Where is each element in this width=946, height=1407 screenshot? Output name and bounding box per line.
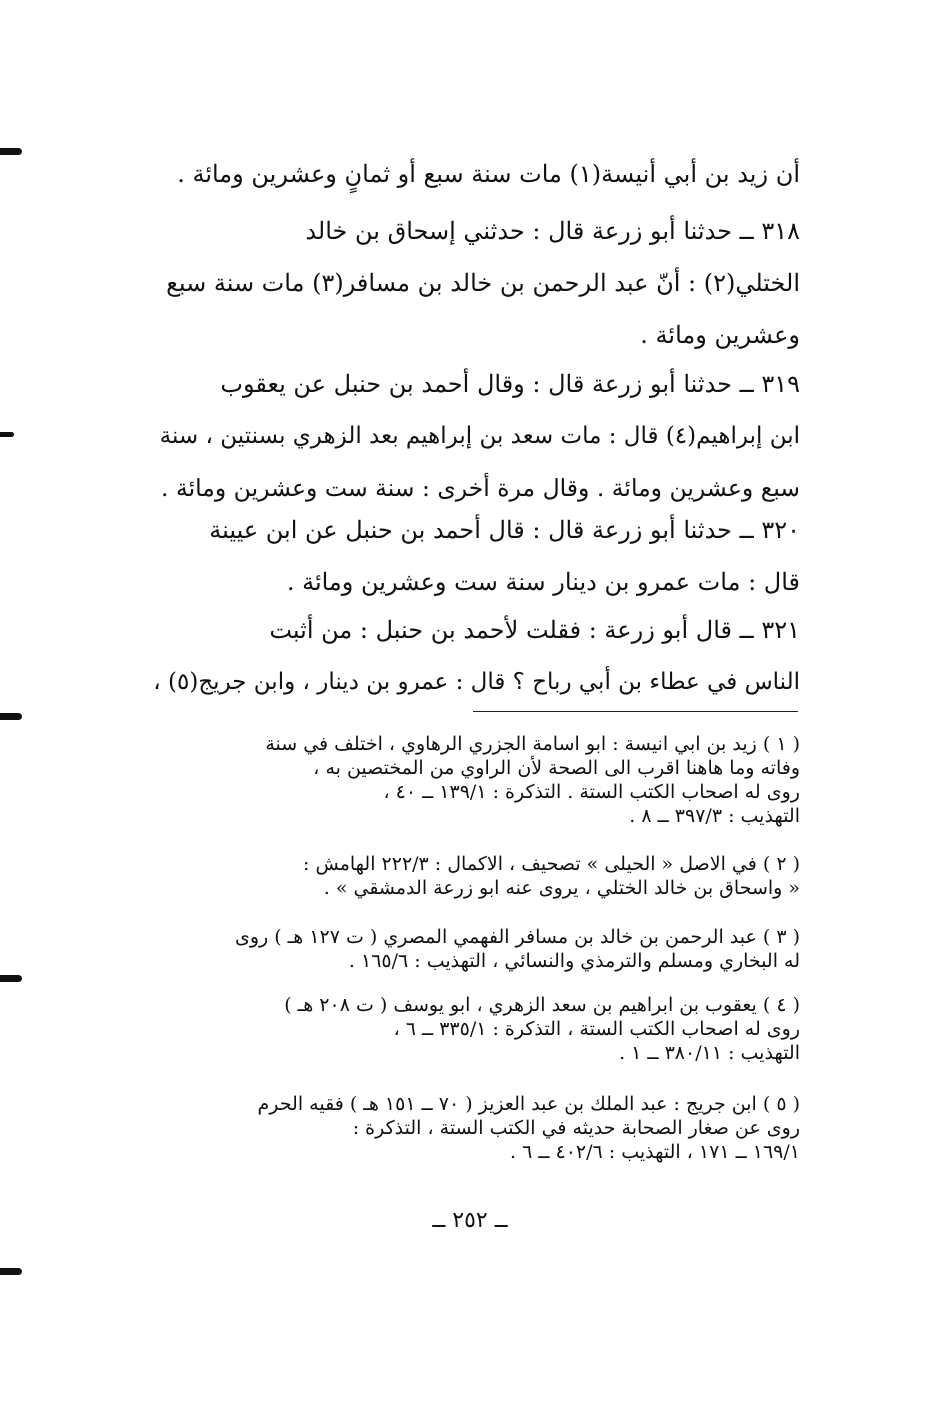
paragraph-319	[150, 358, 800, 514]
text-line: ٣٢٠ ــ حدثنا أبو زرعة قال : قال أحمد بن حنبل عن ابن عيينة	[209, 516, 800, 544]
footnote-line: التهذيب : ٣٨٠/١١ ــ ١ .	[619, 1042, 800, 1064]
text-line: أن زيد بن أبي أنيسة(١) مات سنة سبع أو ثمانٍ وعشرين ومائة .	[177, 160, 800, 188]
footnote-line: ١٦٩/١ ــ ١٧١ ، التهذيب : ٤٠٢/٦ ــ ٦ .	[509, 1141, 800, 1163]
footnote-divider	[473, 711, 798, 712]
text-line: وعشرين ومائة .	[640, 321, 800, 349]
footnote-1	[150, 732, 800, 828]
footnote-line: التهذيب : ٣٩٧/٣ ــ ٨ .	[629, 805, 800, 827]
page-number: ــ ٢٥٢ ــ	[432, 1208, 508, 1233]
text-line: سبع وعشرين ومائة . وقال مرة أخرى : سنة ست وعشرين ومائة .	[161, 474, 800, 502]
margin-mark	[0, 975, 22, 982]
margin-mark	[0, 713, 22, 720]
paragraph-321	[150, 604, 800, 708]
text-line: ٣١٩ ــ حدثنا أبو زرعة قال : وقال أحمد بن حنبل عن يعقوب	[220, 370, 800, 398]
text-line: ٣١٨ ــ حدثنا أبو زرعة قال : حدثني إسحاق بن خالد	[305, 217, 800, 245]
text-line: الناس في عطاء بن أبي رباح ؟ قال : عمرو بن دينار ، وابن جريج(٥) ،	[153, 669, 800, 695]
margin-mark	[0, 1268, 22, 1275]
paragraph-320	[150, 504, 800, 608]
footnote-4	[150, 993, 800, 1065]
footnote-line: ( ١ ) زيد بن ابي انيسة : ابو اسامة الجزري الرهاوي ، اختلف في سنة	[265, 733, 800, 755]
text-line: الختلي(٢) : أنّ عبد الرحمن بن خالد بن مسافر(٣) مات سنة سبع	[166, 269, 800, 297]
footnote-line: ( ٤ ) يعقوب بن ابراهيم بن سعد الزهري ، ابو يوسف ( ت ٢٠٨ هـ )	[284, 994, 800, 1016]
footnote-5	[150, 1092, 800, 1164]
margin-mark	[0, 432, 14, 437]
footnote-line: روى له اصحاب الكتب الستة ، التذكرة : ٣٣٥/١ ــ ٦ ،	[393, 1018, 800, 1040]
footnote-line: روى له اصحاب الكتب الستة . التذكرة : ١٣٩/١ ــ ٤٠ ،	[383, 781, 800, 803]
footnote-line: روى عن صغار الصحابة حديثه في الكتب الستة ، التذكرة :	[352, 1117, 800, 1139]
footnote-line: ( ٣ ) عبد الرحمن بن خالد بن مسافر الفهمي المصري ( ت ١٢٧ هـ ) روى	[234, 926, 800, 948]
footnote-line: له البخاري ومسلم والترمذي والنسائي ، التهذيب : ١٦٥/٦ .	[348, 950, 800, 972]
paragraph-318	[150, 205, 800, 361]
text-line: ٣٢١ ــ قال أبو زرعة : فقلت لأحمد بن حنبل : من أثبت	[269, 616, 800, 644]
text-line: ابن إبراهيم(٤) قال : مات سعد بن إبراهيم بعد الزهري بسنتين ، سنة	[159, 423, 800, 449]
paragraph-continuation	[150, 148, 800, 200]
margin-mark	[0, 148, 22, 155]
footnote-line: وفاته وما هاهنا اقرب الى الصحة لأن الراوي من المختصين به ،	[313, 757, 800, 779]
footnote-line: ( ٢ ) في الاصل « الحيلى » تصحيف ، الاكمال : ٢٢٢/٣ الهامش :	[303, 853, 800, 875]
footnote-2	[150, 852, 800, 900]
footnote-line: « واسحاق بن خالد الختلي ، يروى عنه ابو زرعة الدمشقي » .	[323, 877, 800, 899]
footnote-line: ( ٥ ) ابن جريج : عبد الملك بن عبد العزيز ( ٧٠ ــ ١٥١ هـ ) فقيه الحرم	[257, 1093, 800, 1115]
footnote-3	[150, 925, 800, 973]
text-line: قال : مات عمرو بن دينار سنة ست وعشرين ومائة .	[286, 568, 800, 596]
